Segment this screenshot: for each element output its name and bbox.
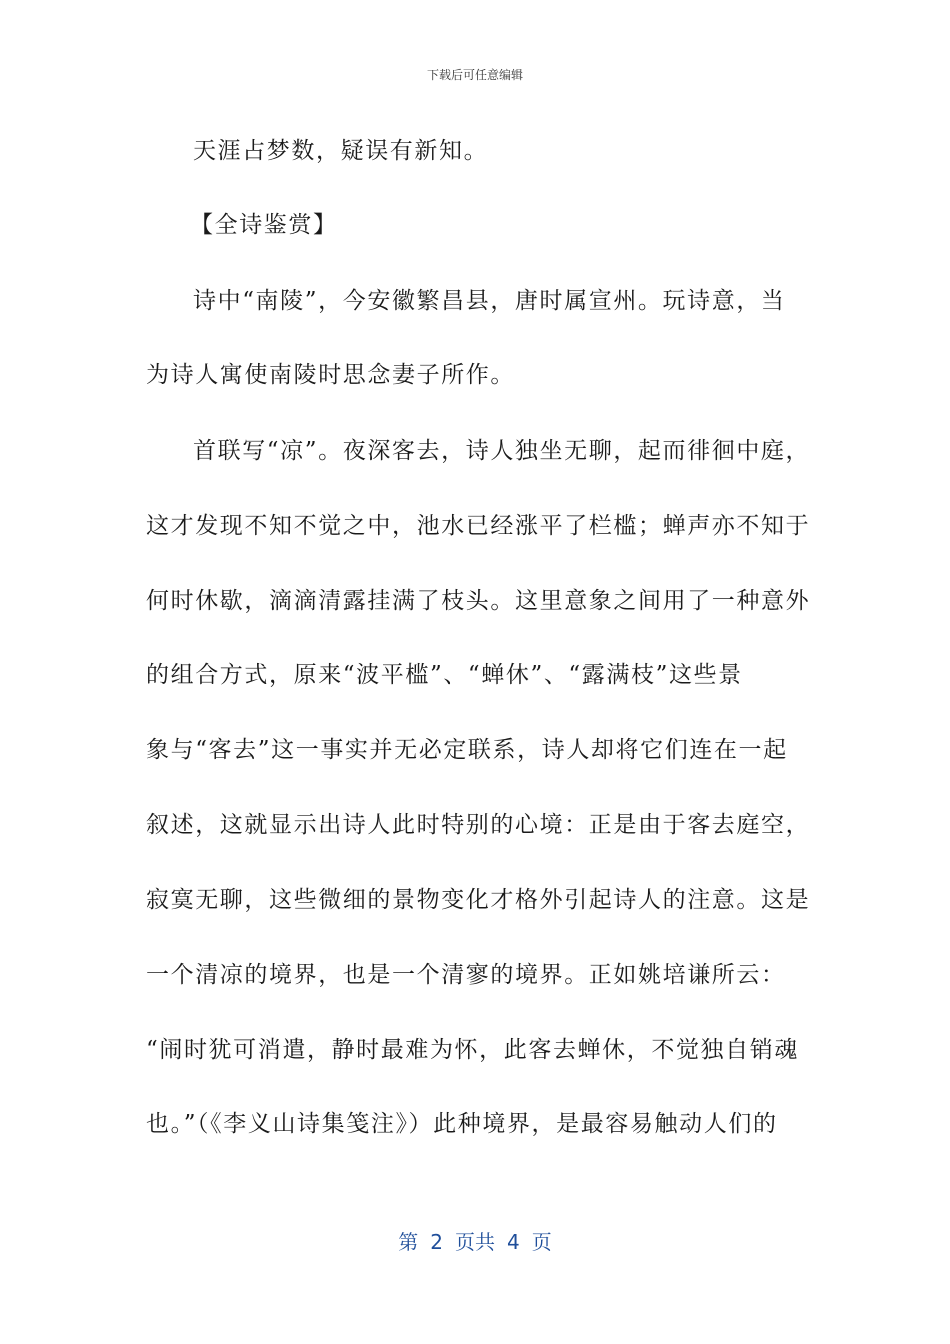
text-line: 为诗人寓使南陵时思念妻子所作。 (146, 362, 515, 388)
text-line: “闹时犹可消遣，静时最难为怀，此客去蝉休，不觉独自销魂 (146, 1037, 799, 1063)
text-line: 的组合方式，原来“波平槛”、“蝉休”、“露满枝”这些景 (146, 662, 743, 688)
footer-suffix: 页 (531, 1230, 552, 1254)
text-line: 诗中“南陵”，今安徽繁昌县，唐时属宣州。玩诗意，当 (193, 288, 786, 314)
text-line: 天涯占梦数，疑误有新知。 (193, 138, 489, 164)
text-line: 首联写“凉”。夜深客去，诗人独坐无聊，起而徘徊中庭， (193, 438, 811, 464)
page-footer (0, 1226, 950, 1255)
page-header: 下载后可任意编辑 (426, 68, 523, 82)
text-line: 也。”（《李义山诗集笺注》）此种境界，是最容易触动人们的 (146, 1111, 778, 1137)
footer-middle: 页共 (455, 1230, 495, 1254)
text-line: 叙述，这就显示出诗人此时特别的心境：正是由于客去庭空， (146, 812, 811, 838)
text-line: 一个清凉的境界，也是一个清寥的境界。正如姚培谦所云： (146, 962, 786, 988)
text-line: 这才发现不知不觉之中，池水已经涨平了栏槛；蝉声亦不知于 (146, 513, 811, 539)
section-heading: 【全诗鉴赏】 (190, 212, 338, 238)
footer-prefix: 第 (398, 1230, 419, 1254)
current-page-number: 2 (430, 1230, 443, 1254)
text-line: 象与“客去”这一事实并无必定联系，诗人却将它们连在一起 (146, 737, 788, 763)
text-line: 何时休歇，滴滴清露挂满了枝头。这里意象之间用了一种意外 (146, 588, 811, 614)
text-line: 寂寞无聊，这些微细的景物变化才格外引起诗人的注意。这是 (146, 887, 811, 913)
total-page-count: 4 (507, 1230, 520, 1254)
